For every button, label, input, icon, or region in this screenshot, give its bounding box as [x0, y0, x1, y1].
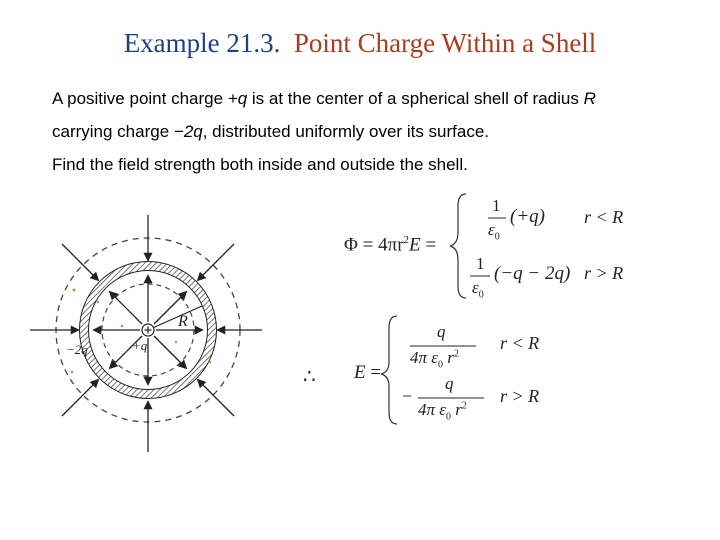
flux-lhs-text: Φ = 4πr [344, 234, 404, 256]
text: , distributed uniformly over its surface. [202, 122, 490, 141]
field-case2-cond: r > R [500, 386, 540, 406]
field-line-outer-se [198, 380, 234, 416]
center-charge-label: +q [132, 338, 148, 353]
field-line-outer-ne [198, 244, 234, 280]
exponent: 2 [453, 348, 459, 360]
radius-symbol: R [583, 89, 596, 108]
epsilon: ε [488, 220, 495, 239]
flux-case2-den [472, 278, 484, 300]
flux-case1-num: 1 [492, 196, 501, 215]
denominator: 4π ε [418, 400, 446, 419]
r-symbol: r [455, 400, 462, 419]
field-line-inner-se [154, 336, 186, 368]
exponent: 2 [461, 400, 467, 412]
example-number: Example 21.3. [123, 28, 281, 58]
field-line-inner-nw [110, 292, 142, 324]
denominator: 4π ε [410, 348, 438, 367]
equals-sign: = [425, 234, 437, 256]
text: carrying charge [52, 122, 174, 141]
field-case1-den [410, 348, 459, 370]
flux-case1-expr: (+q) [510, 206, 545, 227]
equals-sign: = [370, 362, 382, 383]
field-line-outer-sw [62, 380, 98, 416]
field-case1-num: q [437, 322, 446, 341]
subscript: 0 [478, 289, 484, 301]
field-case2-num: q [445, 374, 454, 393]
flux-case1-den [488, 220, 500, 242]
shell-charge-label: −2q [66, 342, 88, 357]
shell-charge-symbol: −2q [173, 122, 203, 141]
flux-case1-cond: r < R [584, 207, 624, 227]
charge-symbol: +q [227, 89, 248, 108]
epsilon: ε [472, 278, 479, 297]
subscript: 0 [445, 411, 451, 423]
subscript: 0 [494, 231, 500, 243]
field-symbol: E [354, 362, 366, 383]
field-case2-sign: − [402, 386, 413, 406]
text: A positive point charge [52, 89, 228, 108]
field-lhs [354, 362, 381, 384]
radius-label: R [178, 313, 188, 330]
r-symbol: r [447, 348, 454, 367]
radius-line [148, 306, 202, 330]
field-case1-cond: r < R [500, 333, 540, 353]
field-line-outer-nw [62, 244, 98, 280]
flux-case2-num: 1 [476, 254, 485, 273]
flux-case2-cond: r > R [584, 263, 624, 283]
text: is at the center of a spherical shell of radius [247, 89, 584, 108]
flux-brace [450, 194, 466, 298]
field-symbol: E [409, 234, 421, 256]
therefore-symbol: ∴ [303, 366, 316, 388]
flux-case2-expr: (−q − 2q) [494, 263, 571, 284]
flux-lhs [344, 234, 436, 256]
field-case2-den [418, 400, 467, 422]
subscript: 0 [437, 359, 443, 371]
field-brace [381, 316, 397, 424]
exponent: 2 [403, 234, 410, 246]
example-name: Point Charge Within a Shell [293, 28, 597, 58]
problem-line-3: Find the field strength both inside and outside the shell. [52, 155, 468, 174]
